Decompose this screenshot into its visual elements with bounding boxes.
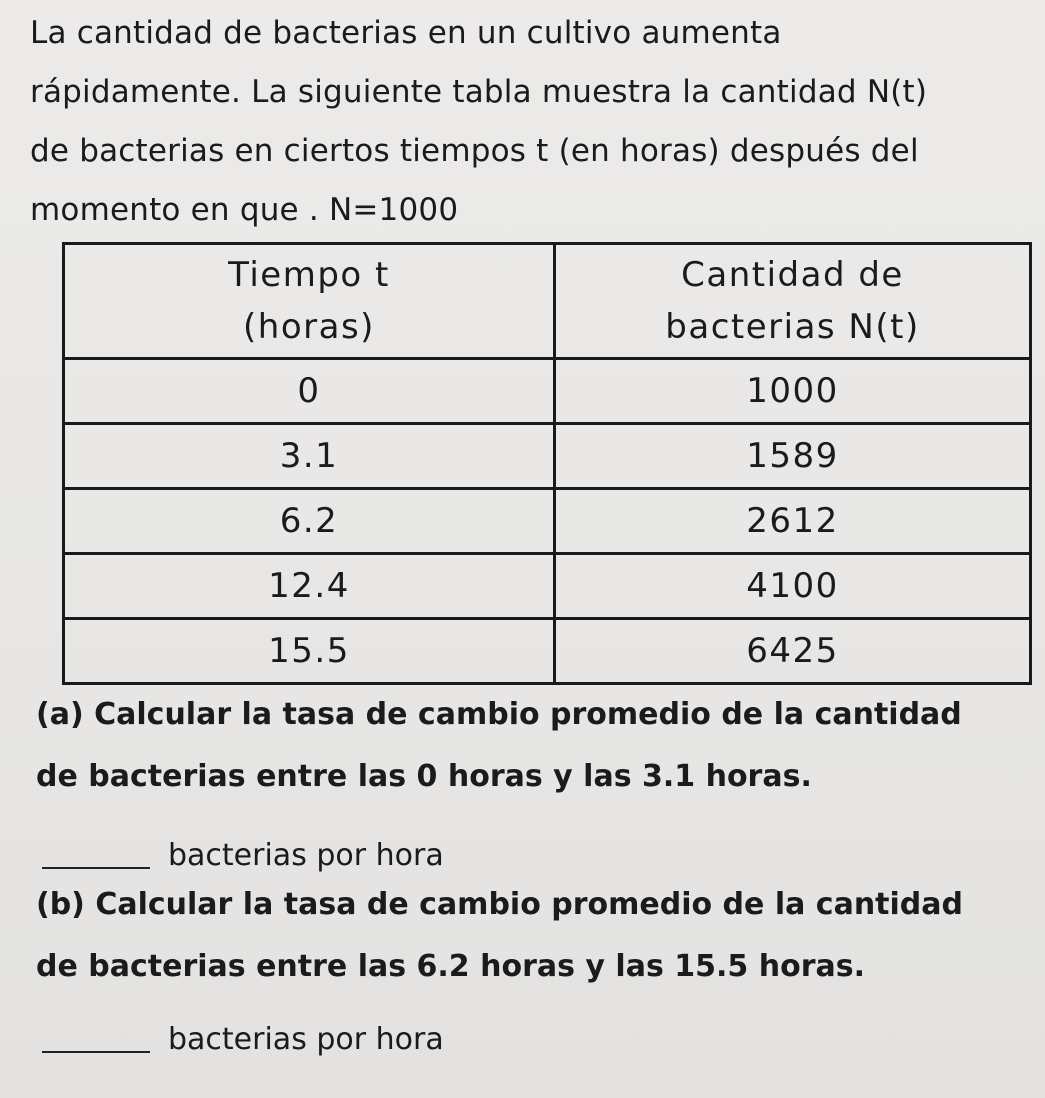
cell-count: 6425 <box>555 619 1031 684</box>
cell-count: 4100 <box>555 554 1031 619</box>
question-b-line-1: (b) Calcular la tasa de cambio promedio de la cantidad <box>36 887 963 922</box>
question-a <box>36 684 1036 808</box>
cell-count: 1589 <box>555 424 1031 489</box>
answer-a-blank[interactable] <box>42 867 150 869</box>
answer-b-row <box>42 1022 444 1057</box>
problem-statement <box>30 4 1030 240</box>
intro-line-3: de bacterias en ciertos tiempos t (en horas) después del <box>30 133 919 169</box>
question-a-line-1: (a) Calcular la tasa de cambio promedio de la cantidad <box>36 697 962 732</box>
header-time-line-1: Tiempo t <box>228 255 390 295</box>
question-b-line-2: de bacterias entre las 6.2 horas y las 15.5 horas. <box>36 949 865 984</box>
header-count-line-1: Cantidad de <box>681 255 904 295</box>
answer-b-unit: bacterias por hora <box>168 1022 444 1057</box>
cell-time: 3.1 <box>64 424 555 489</box>
cell-time: 0 <box>64 359 555 424</box>
answer-a-row <box>42 838 444 873</box>
question-b <box>36 874 1036 998</box>
header-time <box>64 244 555 359</box>
answer-b-blank[interactable] <box>42 1051 150 1053</box>
intro-line-1: La cantidad de bacterias en un cultivo aumenta <box>30 15 782 51</box>
table-row <box>64 554 1031 619</box>
table-row <box>64 489 1031 554</box>
header-count-line-2: bacterias N(t) <box>665 307 920 347</box>
cell-count: 1000 <box>555 359 1031 424</box>
question-a-line-2: de bacterias entre las 0 horas y las 3.1 horas. <box>36 759 812 794</box>
cell-count: 2612 <box>555 489 1031 554</box>
table-header-row <box>64 244 1031 359</box>
header-time-line-2: (horas) <box>243 307 375 347</box>
header-count <box>555 244 1031 359</box>
table-row <box>64 424 1031 489</box>
table-row <box>64 359 1031 424</box>
cell-time: 12.4 <box>64 554 555 619</box>
intro-line-2: rápidamente. La siguiente tabla muestra la cantidad N(t) <box>30 74 928 110</box>
bacteria-table <box>62 242 1032 685</box>
table-row <box>64 619 1031 684</box>
intro-line-4: momento en que . N=1000 <box>30 192 459 228</box>
cell-time: 6.2 <box>64 489 555 554</box>
answer-a-unit: bacterias por hora <box>168 838 444 873</box>
cell-time: 15.5 <box>64 619 555 684</box>
